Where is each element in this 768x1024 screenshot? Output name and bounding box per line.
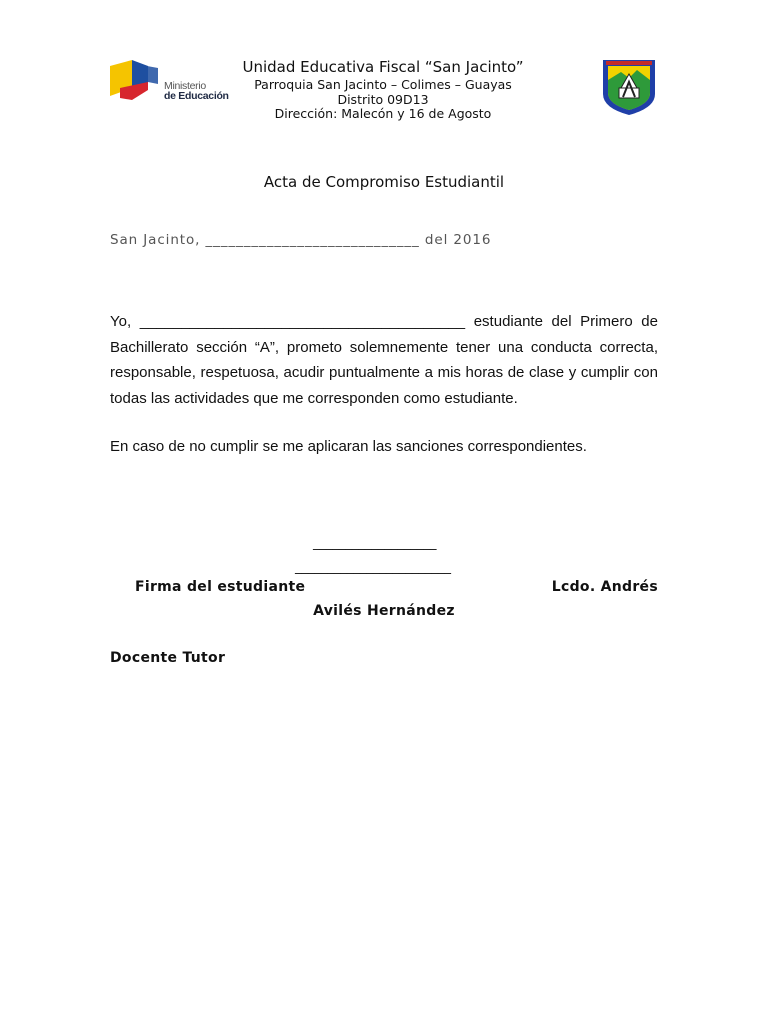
- ministry-logo-line1: Ministerio: [164, 80, 206, 92]
- ministry-logo-line2: de Educación: [164, 90, 229, 102]
- school-seal-icon: [601, 58, 657, 116]
- teacher-name-part1: Lcdo. Andrés: [551, 579, 658, 595]
- signature-line: ________________________: [295, 560, 451, 575]
- parish-line: Parroquia San Jacinto – Colimes – Guayas: [254, 77, 512, 92]
- document-title: Acta de Compromiso Estudiantil: [263, 173, 505, 191]
- signature-line: ___________________: [313, 536, 437, 551]
- ministry-flag-icon: [110, 60, 160, 102]
- commitment-paragraph: Yo, _______________________________________ estudiante del Primero de Bachillerato sección “A”, prometo solemnemente tener una conducta correcta, responsable, respetuosa, acudir puntualmente a mis horas de clase y cumplir con todas las actividades que me corresponden como estudiante.: [110, 313, 658, 407]
- closing-sentence: En caso de no cumplir se me aplicaran las sanciones correspondientes.: [110, 438, 587, 455]
- student-signature-label: Firma del estudiante: [135, 579, 306, 595]
- school-name: Unidad Educativa Fiscal “San Jacinto”: [242, 58, 524, 76]
- address-line: Dirección: Malecón y 16 de Agosto: [274, 106, 492, 121]
- teacher-name-part2: Avilés Hernández: [313, 603, 455, 619]
- teacher-role: Docente Tutor: [110, 650, 226, 666]
- district-line: Distrito 09D13: [337, 92, 429, 107]
- date-line: San Jacinto, ____________________________ del 2016: [110, 232, 492, 248]
